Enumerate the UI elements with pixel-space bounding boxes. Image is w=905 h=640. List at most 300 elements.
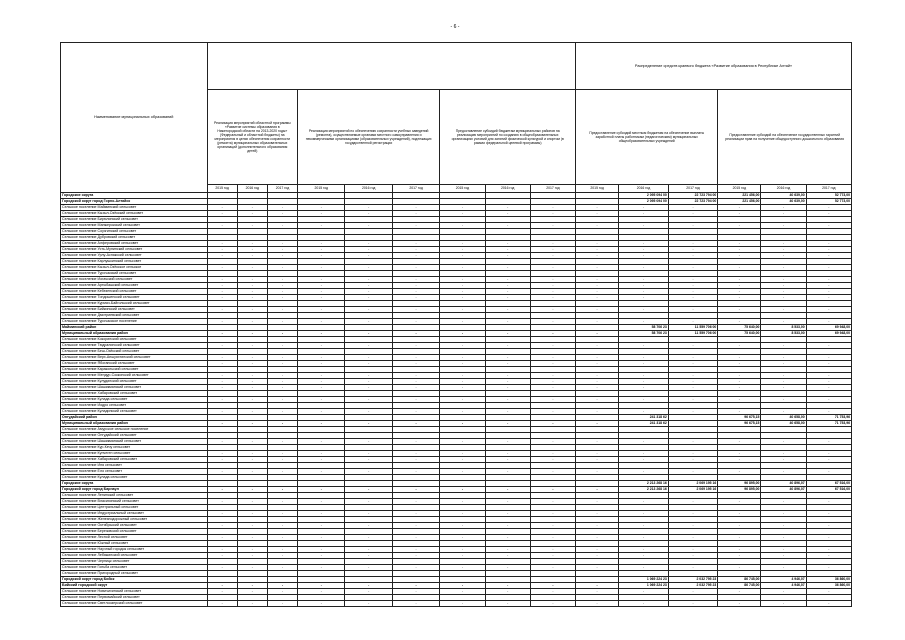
- value-cell: -: [485, 361, 530, 367]
- municipality-name-cell: Сельское поселение Кызыл-Озёкское сельское: [61, 265, 208, 271]
- header-top-left-blank: [207, 43, 576, 90]
- value-cell: -: [392, 397, 439, 403]
- municipality-name-cell: Сельское поселение Ленинский сельсовет: [61, 493, 208, 499]
- municipality-name-cell: Сельское поселение Светлоозерский сельсовет: [61, 601, 208, 607]
- value-cell: -: [345, 511, 392, 517]
- value-cell: -: [668, 589, 718, 595]
- value-cell: -: [345, 295, 392, 301]
- value-cell: -: [298, 223, 345, 229]
- value-cell: -: [530, 589, 575, 595]
- municipality-name-cell: Городской округ город Барнаул: [61, 487, 208, 493]
- value-cell: -: [576, 289, 619, 295]
- municipality-name-cell: Сельское поселение Онгудайский сельсовет: [61, 433, 208, 439]
- municipality-name-cell: Сельское поселение Шашикманский сельсовет: [61, 385, 208, 391]
- value-cell: -: [207, 469, 237, 475]
- municipality-name-cell: Сельское поселение Гоньба сельсовет: [61, 565, 208, 571]
- value-cell: -: [530, 553, 575, 559]
- value-cell: -: [267, 397, 297, 403]
- value-cell: -: [761, 547, 806, 553]
- value-cell: -: [298, 487, 345, 493]
- value-cell: -: [576, 511, 619, 517]
- value-cell: -: [440, 379, 485, 385]
- value-cell: 221 456,00: [718, 199, 761, 205]
- value-cell: -: [718, 379, 761, 385]
- value-cell: -: [530, 211, 575, 217]
- value-cell: -: [237, 601, 267, 607]
- value-cell: -: [806, 499, 851, 505]
- value-cell: -: [619, 223, 669, 229]
- value-cell: -: [237, 373, 267, 379]
- value-cell: -: [298, 289, 345, 295]
- value-cell: -: [207, 451, 237, 457]
- value-cell: -: [298, 319, 345, 325]
- value-cell: -: [761, 343, 806, 349]
- value-cell: -: [345, 385, 392, 391]
- value-cell: -: [668, 211, 718, 217]
- header-group-5: Предоставление субсидий на обеспечение государственных гарантий реализации прав на получение общедоступного дошкольного образования: [718, 90, 852, 185]
- value-cell: -: [619, 511, 669, 517]
- value-cell: -: [298, 211, 345, 217]
- value-cell: -: [485, 565, 530, 571]
- value-cell: -: [345, 547, 392, 553]
- value-cell: 96 895,00: [718, 481, 761, 487]
- value-cell: -: [668, 397, 718, 403]
- value-cell: -: [806, 277, 851, 283]
- value-cell: -: [718, 289, 761, 295]
- value-cell: -: [392, 283, 439, 289]
- value-cell: 22 723 794 00: [668, 193, 718, 199]
- value-cell: -: [237, 319, 267, 325]
- value-cell: -: [761, 565, 806, 571]
- value-cell: -: [345, 553, 392, 559]
- value-cell: -: [485, 343, 530, 349]
- value-cell: 69 948,00: [806, 325, 851, 331]
- value-cell: -: [576, 601, 619, 607]
- value-cell: -: [298, 547, 345, 553]
- value-cell: 40 658,00: [761, 421, 806, 427]
- value-cell: -: [237, 511, 267, 517]
- budget-allocation-table: [60, 42, 852, 607]
- value-cell: 40 896,07: [761, 487, 806, 493]
- value-cell: -: [576, 451, 619, 457]
- municipality-name-cell: Сельское поселение Бирюлинский сельсовет: [61, 217, 208, 223]
- value-cell: 40 639,00: [761, 199, 806, 205]
- value-cell: -: [576, 523, 619, 529]
- value-cell: -: [718, 439, 761, 445]
- value-cell: -: [345, 421, 392, 427]
- value-cell: -: [267, 241, 297, 247]
- value-cell: -: [576, 589, 619, 595]
- value-cell: -: [718, 241, 761, 247]
- value-cell: -: [440, 397, 485, 403]
- value-cell: -: [576, 205, 619, 211]
- value-cell: -: [392, 211, 439, 217]
- municipality-name-cell: Сельское поселение Лебяжинский сельсовет: [61, 553, 208, 559]
- value-cell: -: [485, 373, 530, 379]
- value-cell: -: [267, 361, 297, 367]
- value-cell: -: [530, 289, 575, 295]
- value-cell: -: [345, 277, 392, 283]
- value-cell: -: [806, 283, 851, 289]
- value-cell: -: [718, 283, 761, 289]
- value-cell: -: [806, 385, 851, 391]
- value-cell: -: [440, 409, 485, 415]
- value-cell: -: [298, 385, 345, 391]
- value-cell: 75 640,00: [718, 331, 761, 337]
- value-cell: -: [718, 205, 761, 211]
- value-cell: -: [207, 547, 237, 553]
- value-cell: -: [761, 553, 806, 559]
- page-number: - 6 -: [450, 24, 460, 30]
- value-cell: -: [440, 241, 485, 247]
- value-cell: -: [298, 553, 345, 559]
- value-cell: -: [267, 331, 297, 337]
- value-cell: -: [619, 361, 669, 367]
- value-cell: -: [345, 211, 392, 217]
- value-cell: -: [207, 355, 237, 361]
- value-cell: -: [761, 499, 806, 505]
- value-cell: -: [718, 355, 761, 361]
- value-cell: -: [530, 241, 575, 247]
- value-cell: -: [619, 535, 669, 541]
- value-cell: -: [392, 205, 439, 211]
- value-cell: -: [530, 373, 575, 379]
- value-cell: -: [392, 487, 439, 493]
- value-cell: -: [392, 421, 439, 427]
- value-cell: -: [392, 307, 439, 313]
- value-cell: -: [345, 409, 392, 415]
- value-cell: -: [576, 553, 619, 559]
- value-cell: -: [761, 307, 806, 313]
- value-cell: -: [576, 373, 619, 379]
- value-cell: -: [668, 295, 718, 301]
- municipality-name-cell: Сельское поселение Южный сельсовет: [61, 541, 208, 547]
- municipality-name-cell: Сельское поселение Мендур-Сокконский сельсовет: [61, 373, 208, 379]
- municipality-name-cell: Сельское поселение Амурское сельское поселение: [61, 427, 208, 433]
- value-cell: -: [267, 265, 297, 271]
- value-cell: -: [619, 589, 669, 595]
- value-cell: -: [392, 547, 439, 553]
- value-cell: -: [237, 211, 267, 217]
- value-cell: -: [298, 277, 345, 283]
- value-cell: -: [298, 355, 345, 361]
- header-year-cell: 2017 год: [392, 185, 439, 193]
- value-cell: -: [761, 601, 806, 607]
- value-cell: -: [530, 295, 575, 301]
- value-cell: -: [237, 487, 267, 493]
- value-cell: -: [668, 553, 718, 559]
- value-cell: -: [345, 319, 392, 325]
- value-cell: -: [345, 265, 392, 271]
- value-cell: -: [237, 409, 267, 415]
- value-cell: -: [718, 265, 761, 271]
- value-cell: -: [485, 385, 530, 391]
- value-cell: -: [668, 523, 718, 529]
- value-cell: -: [207, 397, 237, 403]
- value-cell: -: [485, 319, 530, 325]
- value-cell: -: [806, 247, 851, 253]
- value-cell: -: [298, 499, 345, 505]
- value-cell: -: [806, 397, 851, 403]
- value-cell: -: [267, 355, 297, 361]
- value-cell: -: [619, 565, 669, 571]
- value-cell: -: [267, 253, 297, 259]
- value-cell: -: [267, 469, 297, 475]
- value-cell: -: [237, 343, 267, 349]
- value-cell: -: [298, 361, 345, 367]
- value-cell: 71 753,96: [806, 415, 851, 421]
- value-cell: -: [485, 247, 530, 253]
- value-cell: -: [576, 439, 619, 445]
- budget-table-sheet: [60, 42, 852, 605]
- municipality-name-cell: Сельское поселение Дубровский сельсовет: [61, 235, 208, 241]
- value-cell: -: [718, 589, 761, 595]
- value-cell: -: [440, 511, 485, 517]
- value-cell: -: [207, 439, 237, 445]
- value-cell: -: [440, 385, 485, 391]
- value-cell: -: [392, 277, 439, 283]
- value-cell: -: [485, 511, 530, 517]
- municipality-name-cell: Сельское поселение Кебезенский сельсовет: [61, 289, 208, 295]
- value-cell: -: [298, 409, 345, 415]
- value-cell: -: [619, 205, 669, 211]
- value-cell: -: [237, 241, 267, 247]
- value-cell: -: [806, 253, 851, 259]
- header-year-cell: 2016 год: [619, 185, 669, 193]
- value-cell: -: [485, 205, 530, 211]
- value-cell: -: [392, 379, 439, 385]
- value-cell: -: [619, 277, 669, 283]
- value-cell: -: [298, 565, 345, 571]
- value-cell: -: [485, 535, 530, 541]
- value-cell: -: [668, 379, 718, 385]
- value-cell: -: [619, 373, 669, 379]
- value-cell: -: [392, 223, 439, 229]
- value-cell: -: [267, 523, 297, 529]
- value-cell: -: [345, 457, 392, 463]
- value-cell: -: [530, 439, 575, 445]
- value-cell: -: [440, 553, 485, 559]
- value-cell: -: [668, 439, 718, 445]
- value-cell: -: [718, 457, 761, 463]
- header-year-cell: 2015 год: [207, 185, 237, 193]
- value-cell: 2 095 094 00: [619, 199, 669, 205]
- value-cell: -: [345, 499, 392, 505]
- value-cell: -: [485, 523, 530, 529]
- value-cell: -: [576, 565, 619, 571]
- value-cell: 96 675,15: [718, 421, 761, 427]
- value-cell: -: [718, 409, 761, 415]
- value-cell: 221 456,00: [718, 193, 761, 199]
- value-cell: -: [485, 397, 530, 403]
- value-cell: -: [806, 289, 851, 295]
- value-cell: -: [207, 205, 237, 211]
- municipality-name-cell: Сельское поселение Карлушкинский сельсовет: [61, 259, 208, 265]
- value-cell: -: [576, 385, 619, 391]
- value-cell: -: [485, 295, 530, 301]
- value-cell: -: [761, 457, 806, 463]
- value-cell: -: [392, 409, 439, 415]
- municipality-name-cell: Сельское поселение Кулада сельсовет: [61, 475, 208, 481]
- value-cell: -: [392, 553, 439, 559]
- municipality-name-cell: Муниципальный образования район: [61, 421, 208, 427]
- value-cell: -: [207, 385, 237, 391]
- value-cell: -: [530, 421, 575, 427]
- value-cell: -: [267, 499, 297, 505]
- value-cell: -: [267, 421, 297, 427]
- value-cell: -: [619, 241, 669, 247]
- value-cell: -: [761, 241, 806, 247]
- value-cell: 36 860,00: [806, 577, 851, 583]
- value-cell: -: [207, 319, 237, 325]
- value-cell: -: [392, 589, 439, 595]
- header-year-cell: 2017 год: [806, 185, 851, 193]
- value-cell: -: [440, 247, 485, 253]
- value-cell: -: [298, 457, 345, 463]
- municipality-name-cell: Сельское поселение Верх-Апшуяхтинский сельсовет: [61, 355, 208, 361]
- value-cell: -: [207, 499, 237, 505]
- value-cell: -: [761, 223, 806, 229]
- value-cell: -: [761, 439, 806, 445]
- value-cell: -: [392, 499, 439, 505]
- value-cell: -: [806, 205, 851, 211]
- value-cell: -: [761, 265, 806, 271]
- value-cell: -: [298, 205, 345, 211]
- value-cell: -: [718, 535, 761, 541]
- value-cell: -: [619, 469, 669, 475]
- value-cell: -: [440, 343, 485, 349]
- value-cell: 1 069 224 23: [619, 583, 669, 589]
- value-cell: -: [392, 535, 439, 541]
- municipality-name-cell: Сельское поселение Иогачский сельсовет: [61, 277, 208, 283]
- value-cell: -: [485, 223, 530, 229]
- value-cell: -: [392, 457, 439, 463]
- value-cell: -: [806, 379, 851, 385]
- value-cell: -: [576, 421, 619, 427]
- municipality-name-cell: Сельское поселение Кулудинский сельсовет: [61, 379, 208, 385]
- value-cell: -: [668, 241, 718, 247]
- value-cell: -: [761, 205, 806, 211]
- value-cell: -: [298, 589, 345, 595]
- value-cell: -: [440, 421, 485, 427]
- value-cell: -: [267, 205, 297, 211]
- value-cell: -: [530, 205, 575, 211]
- value-cell: -: [530, 385, 575, 391]
- value-cell: -: [345, 487, 392, 493]
- value-cell: -: [485, 283, 530, 289]
- value-cell: -: [207, 523, 237, 529]
- value-cell: -: [619, 289, 669, 295]
- value-cell: -: [485, 379, 530, 385]
- value-cell: -: [806, 535, 851, 541]
- value-cell: -: [345, 361, 392, 367]
- value-cell: 8 533,00: [761, 325, 806, 331]
- table-row: [61, 601, 852, 607]
- value-cell: -: [619, 601, 669, 607]
- municipality-name-cell: Муниципальный образования район: [61, 331, 208, 337]
- value-cell: -: [298, 331, 345, 337]
- value-cell: -: [530, 583, 575, 589]
- value-cell: -: [806, 361, 851, 367]
- value-cell: -: [267, 511, 297, 517]
- value-cell: -: [576, 409, 619, 415]
- value-cell: -: [761, 469, 806, 475]
- value-cell: -: [619, 295, 669, 301]
- value-cell: -: [668, 343, 718, 349]
- value-cell: -: [345, 355, 392, 361]
- value-cell: -: [207, 379, 237, 385]
- value-cell: -: [718, 397, 761, 403]
- value-cell: -: [576, 457, 619, 463]
- value-cell: -: [718, 601, 761, 607]
- value-cell: -: [530, 307, 575, 313]
- value-cell: -: [440, 457, 485, 463]
- value-cell: -: [298, 451, 345, 457]
- value-cell: -: [761, 361, 806, 367]
- value-cell: -: [485, 211, 530, 217]
- value-cell: -: [440, 253, 485, 259]
- municipality-name-cell: Сельское поселение Иня сельсовет: [61, 463, 208, 469]
- municipality-name-cell: Сельское поселение Кулада сельсовет: [61, 397, 208, 403]
- value-cell: 2 032 795 23: [668, 577, 718, 583]
- value-cell: -: [237, 295, 267, 301]
- municipality-name-cell: Сельское поселение Бийкинский сельсовет: [61, 307, 208, 313]
- value-cell: -: [392, 331, 439, 337]
- municipality-name-cell: Сельское поселение Дмитриевский сельсовет: [61, 313, 208, 319]
- value-cell: -: [530, 361, 575, 367]
- value-cell: -: [298, 295, 345, 301]
- value-cell: -: [298, 343, 345, 349]
- header-group-2: Реализация мероприятий по обеспечению сохранности учебных заведений (ремонта), осуществляемые органами местного самоуправления и некоммерческими организациями (образовательных учреждений), подлежащих государственной регистрации: [298, 90, 440, 185]
- value-cell: -: [530, 331, 575, 337]
- value-cell: 4 946,07: [761, 583, 806, 589]
- value-cell: -: [576, 295, 619, 301]
- value-cell: -: [806, 589, 851, 595]
- value-cell: 40 658,00: [761, 415, 806, 421]
- value-cell: -: [267, 547, 297, 553]
- value-cell: -: [806, 565, 851, 571]
- value-cell: -: [806, 355, 851, 361]
- value-cell: -: [345, 247, 392, 253]
- value-cell: -: [668, 253, 718, 259]
- value-cell: -: [207, 565, 237, 571]
- value-cell: -: [207, 283, 237, 289]
- value-cell: -: [207, 211, 237, 217]
- value-cell: -: [761, 397, 806, 403]
- value-cell: -: [207, 343, 237, 349]
- value-cell: -: [345, 535, 392, 541]
- municipality-name-cell: Сельское поселение Власихинский сельсовет: [61, 499, 208, 505]
- value-cell: -: [668, 355, 718, 361]
- value-cell: -: [761, 589, 806, 595]
- value-cell: -: [440, 355, 485, 361]
- value-cell: -: [576, 253, 619, 259]
- value-cell: -: [806, 511, 851, 517]
- value-cell: -: [806, 373, 851, 379]
- header-year-cell: 2015 год: [440, 185, 485, 193]
- value-cell: -: [806, 343, 851, 349]
- value-cell: -: [576, 241, 619, 247]
- value-cell: -: [806, 601, 851, 607]
- value-cell: -: [237, 499, 267, 505]
- value-cell: -: [345, 343, 392, 349]
- municipality-name-cell: Сельское поселение Хабаровский сельсовет: [61, 457, 208, 463]
- value-cell: -: [530, 511, 575, 517]
- value-cell: -: [267, 601, 297, 607]
- value-cell: 1 069 224 23: [619, 577, 669, 583]
- value-cell: -: [298, 397, 345, 403]
- value-cell: -: [668, 601, 718, 607]
